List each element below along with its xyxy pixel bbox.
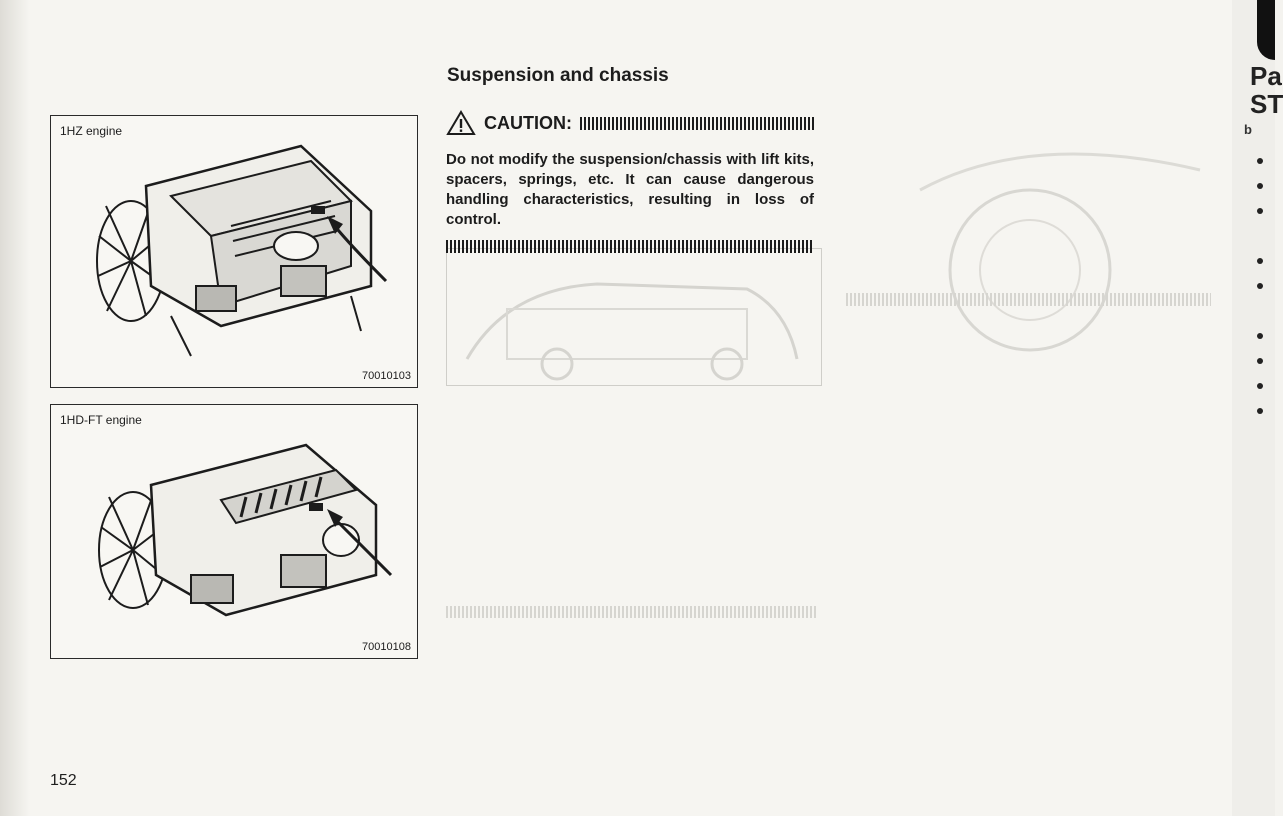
caution-tick-rule-bottom [446,240,814,253]
figure-label: 1HZ engine [60,124,123,138]
bleed-vehicle-illustration [447,249,821,385]
adjacent-subtext: b [1244,122,1252,137]
bullet-dot [1257,283,1263,289]
warning-triangle-icon [446,110,476,136]
engine-illustration [51,405,417,658]
adjacent-page-edge [1232,0,1283,816]
caution-box [446,110,814,253]
section-heading: Suspension and chassis [447,65,669,86]
page-gutter-shadow [0,0,30,816]
caution-tick-rule [580,117,814,130]
bleed-tick-right [846,293,1211,306]
thumb-tab [1257,0,1275,60]
bullet-dot [1257,158,1263,164]
bleed-tick-bottom [446,606,816,618]
bullet-dot [1257,208,1263,214]
figure-1hz-engine [50,115,418,388]
bullet-dot [1257,383,1263,389]
caution-title-row [446,110,814,136]
figure-code: 70010108 [362,641,411,653]
figure-code: 70010103 [362,370,411,382]
bullet-dot [1257,333,1263,339]
caution-title: CAUTION: [484,112,572,133]
page-number: 152 [50,772,77,789]
bleed-through-figure [446,248,822,386]
bleed-wheel-illustration [900,130,1220,310]
adjacent-heading: Pa ST [1250,61,1283,119]
engine-illustration [51,116,417,387]
bullet-dot [1257,358,1263,364]
figure-1hdft-engine [50,404,418,659]
bullet-dot [1257,183,1263,189]
bullet-dot [1257,258,1263,264]
bullet-dot [1257,408,1263,414]
figure-label: 1HD-FT engine [60,413,142,427]
caution-body: Do not modify the suspension/chassis with lift kits, spacers, springs, etc. It can cause dangerous handling characteristics, resulting in loss of control. [446,151,814,228]
